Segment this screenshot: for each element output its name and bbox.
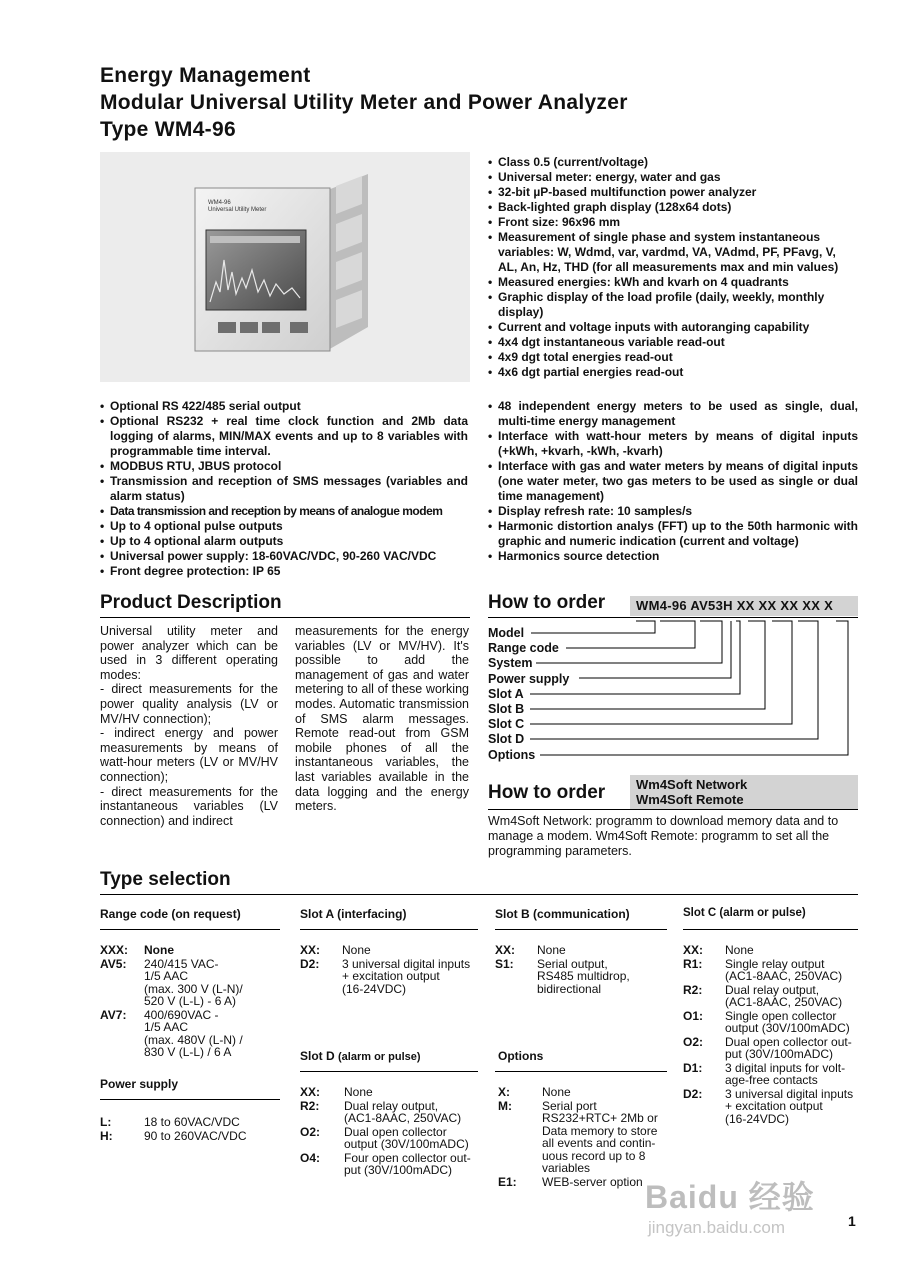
slot-b-row: S1: Serial output, RS485 multidrop, bidirectional	[495, 956, 630, 996]
order-label-range-code: Range code	[488, 641, 559, 656]
order-label-slot-b: Slot B	[488, 702, 525, 717]
product-description-col1: Universal utility meter and power analyzer which can be used in 3 different operating modes: - direct measurements for the power quality analysis (LV or MV/HV connection); - indirect energy and power measurements by means of watt-hour meters (LV or MV/HV connection); - direct measurements for the instantaneous variables (LV connection) and indirect	[100, 624, 278, 828]
type-selection-heading: Type selection	[100, 869, 231, 890]
connector-slot-a	[530, 621, 740, 694]
power-supply-title: Power supply	[100, 1077, 179, 1091]
software-remote: Wm4Soft Remote	[636, 792, 744, 807]
column-divider	[300, 1071, 478, 1072]
column-divider	[495, 1071, 667, 1072]
slot-c-row: O2: Dual open collector out- put (30V/100mADC)	[683, 1034, 852, 1061]
feature-item: • Data transmission and reception by means of analogue modem	[100, 504, 468, 519]
order-label-model: Model	[488, 626, 525, 640]
slot-b-list	[495, 944, 667, 996]
order-label-slot-c: Slot C	[488, 717, 525, 732]
device-label-line-2: Universal Utility Meter	[208, 207, 267, 213]
feature-item: • 4x6 dgt partial energies read-out	[488, 365, 858, 380]
slot-d-row: XX: None	[300, 1085, 373, 1099]
connector-range-code	[566, 621, 695, 648]
slot-d-title-suffix: (alarm or pulse)	[338, 1051, 421, 1063]
slot-d-row: O4: Four open collector out- put (30V/100mADC)	[300, 1150, 471, 1177]
range-row: AV7: 400/690VAC - 1/5 AAC (max. 480V (L-N) / 830 V (L-L) / 6 A	[100, 1007, 243, 1059]
column-divider	[100, 929, 280, 930]
slot-d-row: R2: Dual relay output, (AC1-8AAC, 250VAC)	[300, 1098, 462, 1125]
feature-item: • Graphic display of the load profile (daily, weekly, monthly display)	[488, 290, 858, 320]
feature-item: • Up to 4 optional pulse outputs	[100, 519, 468, 534]
feature-item: • Interface with watt-hour meters by means of digital inputs (+kWh, +kvarh, -kWh, -kvarh)	[488, 429, 858, 459]
device-label-line-1: WM4-96	[208, 200, 231, 206]
feature-item: • Harmonics source detection	[488, 549, 858, 564]
section-divider	[100, 894, 858, 895]
options-row: E1: WEB-server option	[498, 1174, 643, 1189]
power-supply-list	[100, 1116, 280, 1143]
feature-item: • Transmission and reception of SMS messages (variables and alarm status)	[100, 474, 468, 504]
options-row: X: None	[498, 1085, 571, 1099]
title-line-3: Type WM4-96	[100, 118, 236, 141]
feature-item: • Universal meter: energy, water and gas	[488, 170, 858, 185]
feature-item: • Back-lighted graph display (128x64 dots)	[488, 200, 858, 215]
column-divider	[683, 929, 858, 930]
feature-item: • Front degree protection: IP 65	[100, 564, 468, 579]
order-label-slot-a: Slot A	[488, 686, 524, 701]
feature-item: • 4x4 dgt instantaneous variable read-out	[488, 335, 858, 350]
feature-item: • Harmonic distortion analys (FFT) up to the 50th harmonic with graphic and numeric indication (current and voltage)	[488, 519, 858, 549]
connector-slot-d	[530, 621, 818, 739]
section-divider	[488, 809, 858, 810]
range-row: AV5: 240/415 VAC- 1/5 AAC (max. 300 V (L-N)/ 520 V (L-L) - 6 A)	[100, 956, 243, 1008]
feature-item: • 48 independent energy meters to be used as single, dual, multi-time energy management	[488, 399, 858, 429]
column-divider	[495, 929, 667, 930]
range-row: XXX: None	[100, 943, 174, 957]
slot-c-title: Slot C (alarm or pulse)	[683, 907, 806, 919]
watermark-logo: Baidu 经验	[645, 1179, 815, 1215]
feature-item: • Universal power supply: 18-60VAC/VDC, 90-260 VAC/VDC	[100, 549, 468, 564]
feature-item: • Measured energies: kWh and kvarh on 4 quadrants	[488, 275, 858, 290]
connector-options	[540, 621, 848, 755]
connector-model	[531, 621, 655, 633]
slot-a-row: D2: 3 universal digital inputs + excitation output (16-24VDC)	[300, 956, 471, 996]
slot-b-title: Slot B (communication)	[495, 907, 630, 921]
feature-item: • 4x9 dgt total energies read-out	[488, 350, 858, 365]
connector-slot-b	[530, 621, 765, 709]
software-network: Wm4Soft Network	[636, 777, 748, 792]
slot-c-row: D2: 3 universal digital inputs + excitation output (16-24VDC)	[683, 1086, 854, 1126]
feature-item: • MODBUS RTU, JBUS protocol	[100, 459, 468, 474]
slot-b-row: XX: None	[495, 943, 566, 957]
slot-c-row: XX: None	[683, 943, 754, 957]
order-label-power-supply: Power supply	[488, 671, 570, 686]
feature-item: • Front size: 96x96 mm	[488, 215, 858, 230]
power-row: H: 90 to 260VAC/VDC	[100, 1128, 247, 1143]
slot-d-list	[300, 1086, 478, 1178]
slot-d-row: O2: Dual open collector output (30V/100mADC)	[300, 1124, 469, 1151]
slot-a-list	[300, 944, 478, 996]
feature-item: • Optional RS232 + real time clock function and 2Mb data logging of alarms, MIN/MAX events and up to 8 variables with programmable time interval.	[100, 414, 468, 459]
title-line-2: Modular Universal Utility Meter and Power Analyzer	[100, 91, 628, 114]
product-description-col2: measurements for the energy variables (LV or MV/HV). It's possible to add the management of gas and water metering to all of these working modes. Automatic transmission of SMS alarm messages. Remote read-out from GSM mobile phones of all the instantaneous variables, the last variables available in the data logging and the energy meters.	[295, 624, 469, 814]
feature-item: • Display refresh rate: 10 samples/s	[488, 504, 858, 519]
slot-a-title: Slot A (interfacing)	[300, 907, 407, 921]
feature-item: • Up to 4 optional alarm outputs	[100, 534, 468, 549]
order-code: WM4-96 AV53H XX XX XX XX X	[636, 598, 834, 613]
product-description-heading: Product Description	[100, 592, 282, 613]
order-label-slot-d: Slot D	[488, 732, 525, 747]
slot-c-row: R2: Dual relay output, (AC1-8AAC, 250VAC)	[683, 982, 843, 1009]
power-row: L: 18 to 60VAC/VDC	[100, 1115, 240, 1129]
how-to-order-soft-heading: How to order	[488, 782, 606, 803]
range-code-list	[100, 944, 280, 1060]
order-label-options: Options	[488, 747, 536, 762]
title-line-1: Energy Management	[100, 64, 311, 87]
column-divider	[300, 929, 478, 930]
slot-c-row: D1: 3 digital inputs for volt- age-free contacts	[683, 1060, 846, 1087]
slot-c-row: O1: Single open collector output (30V/100mADC)	[683, 1008, 850, 1035]
feature-item: • Current and voltage inputs with autoranging capability	[488, 320, 858, 335]
options-row: M: Serial port RS232+RTC+ 2Mb or Data memory to store all events and contin- uous record up to 8 variables	[498, 1098, 658, 1175]
slot-d-title	[300, 1049, 421, 1063]
slot-c-row: R1: Single relay output (AC1-8AAC, 250VAC)	[683, 956, 843, 983]
options-title: Options	[498, 1049, 544, 1063]
feature-item: • Measurement of single phase and system instantaneous variables: W, Wdmd, var, vardmd, VA, VAdmd, PF, PFavg, V, AL, An, Hz, THD (for all measurements max and min values)	[488, 230, 858, 275]
slot-a-row: XX: None	[300, 943, 371, 957]
slot-c-list	[683, 944, 858, 1126]
page-number: 1	[848, 1213, 856, 1229]
feature-item: • Class 0.5 (current/voltage)	[488, 155, 858, 170]
range-code-title: Range code (on request)	[100, 907, 241, 921]
feature-item: • 32-bit µP-based multifunction power analyzer	[488, 185, 858, 200]
order-label-system: System	[488, 656, 533, 671]
how-to-order-heading: How to order	[488, 592, 606, 613]
connector-system	[536, 621, 722, 663]
slot-d-title-text: Slot D	[300, 1049, 335, 1063]
column-divider	[100, 1099, 280, 1100]
watermark-url: jingyan.baidu.com	[648, 1218, 786, 1237]
software-box	[630, 775, 858, 809]
feature-item: • Optional RS 422/485 serial output	[100, 399, 468, 414]
feature-item: • Interface with gas and water meters by means of digital inputs (one water meter, two gas meters to be used as single or dual time management)	[488, 459, 858, 504]
software-description: Wm4Soft Network: programm to download memory data and to manage a modem. Wm4Soft Remote: programm to set all the programming parameters.	[488, 814, 839, 858]
